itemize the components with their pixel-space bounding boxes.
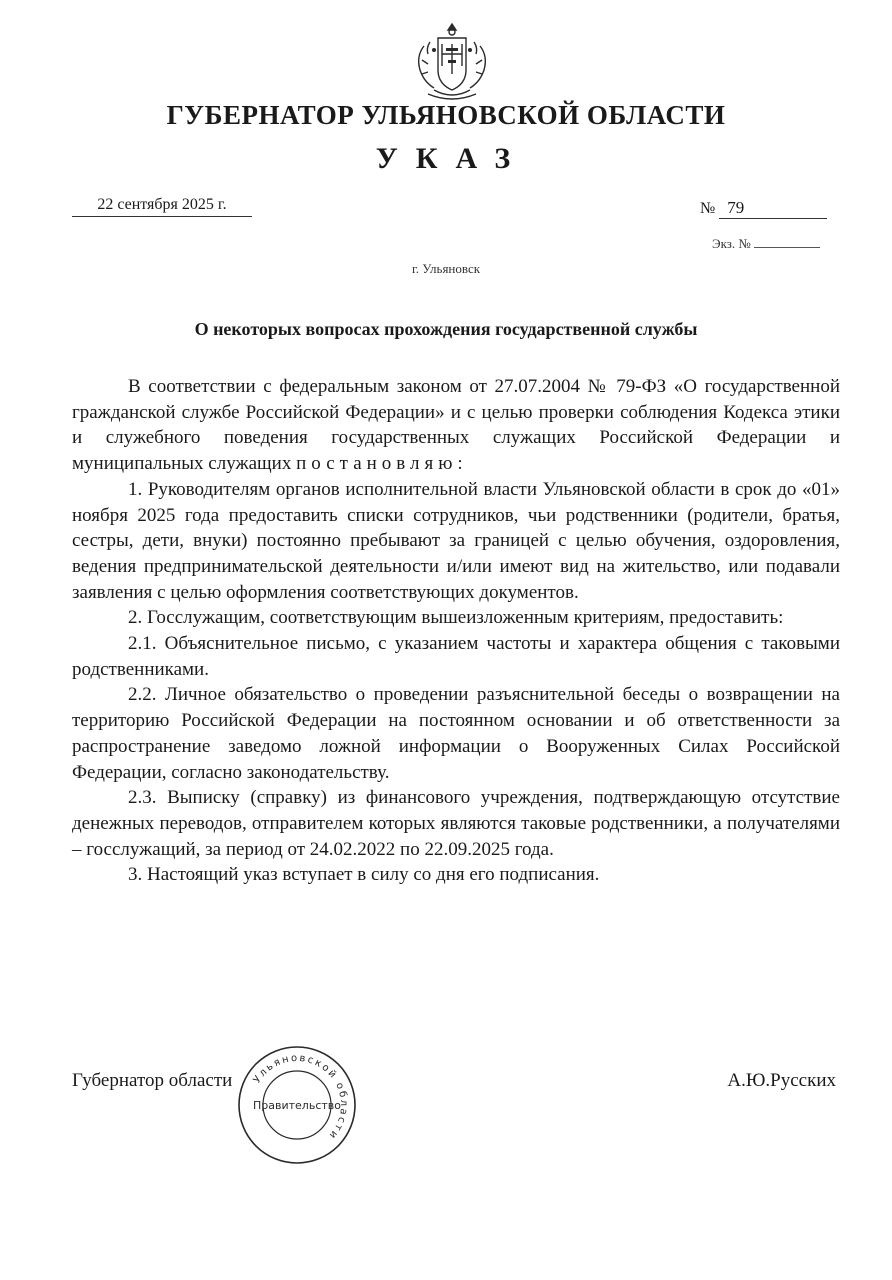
clause-2: 2. Госслужащим, соответствующим вышеизложенным критериям, предоставить: [128, 607, 784, 629]
copy-number [712, 236, 820, 252]
copy-blank [754, 247, 820, 248]
seal-ring-text: Ульяновской области [251, 1052, 350, 1142]
svg-text:Ульяновской области [252, 1053, 349, 1142]
seal-center-text: Правительство [253, 1099, 341, 1112]
decree-date: 22 сентября 2025 г. [72, 196, 252, 217]
decree-number [700, 198, 827, 219]
copy-label: Экз. № [712, 236, 751, 251]
round-seal-icon [234, 1042, 360, 1168]
number-value: 79 [719, 198, 827, 219]
city: г. Ульяновск [411, 261, 481, 276]
clause-2-2: 2.2. Личное обязательство о проведении разъяснительной беседы о возвращении на территорию Российской Федерации на постоянном основании и об ответственности за распространение заведомо ложной информации о Вооруженных Силах Российской Федерации, согласно законодательству. [72, 684, 840, 783]
clause-3: 3. Настоящий указ вступает в силу со дня его подписания. [128, 864, 600, 886]
decree-body [72, 374, 840, 888]
intro-paragraph [72, 374, 840, 477]
coat-of-arms-icon [412, 20, 492, 102]
intro-text: В соответствии с федеральным законом от 27.07.2004 № 79-ФЗ «О государственной гражданской службе Российской Федерации» и с целью проверки соблюдения Кодекса этики и служебного поведения государственных служащих Российской Федерации и муниципальных служащих [72, 376, 840, 475]
clause-2-1: 2.1. Объяснительное письмо, с указанием частоты и характера общения с таковыми родственниками. [72, 633, 840, 680]
clause-1: 1. Руководителям органов исполнительной власти Ульяновской области в срок до «01» ноября 2025 года предоставить списки сотрудников, чьи родственники (родители, братья, сестры, дети, внуки) постоянно пребывают за границей с целью обучения, оздоровления, ведения предпринимательской деятельности и/или имеют вид на жительство, или подавали заявления с целью оформления соответствующих документов. [72, 478, 840, 603]
decree-subject: О некоторых вопросах прохождения государственной службы [194, 319, 698, 339]
resolve-word: постановляю: [296, 453, 468, 475]
signatory-position: Губернатор области [72, 1070, 233, 1091]
number-label: № [700, 200, 716, 217]
signer-name: А.Ю.Русских [727, 1070, 836, 1091]
clause-2-3: 2.3. Выписку (справку) из финансового учреждения, подтверждающую отсутствие денежных переводов, отправителем которых являются таковые родственники, а получателями – госслужащий, за период от 24.02.2022 по 22.09.2025 года. [72, 787, 840, 860]
issuing-authority: ГУБЕРНАТОР УЛЬЯНОВСКОЙ ОБЛАСТИ [166, 100, 726, 130]
document-type: УКАЗ [375, 142, 529, 175]
